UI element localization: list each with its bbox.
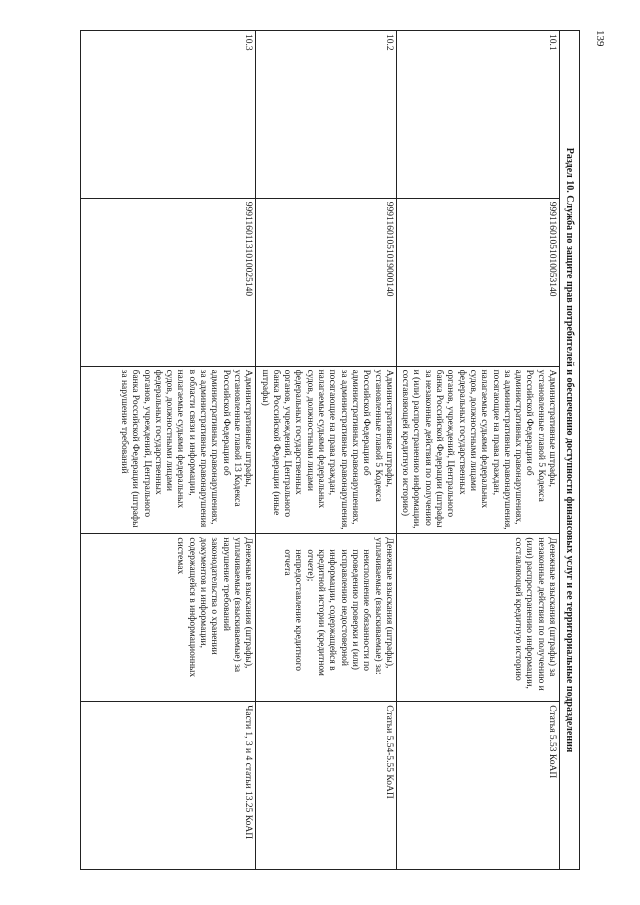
description-text: Денежные взыскания (штрафы), уплачиваемые (взыскиваемые) за нарушение требований законодательства о хранении документов и информации, содержащейся в информационных системах [175,537,254,678]
row-number: 10.1 [396,31,559,199]
income-description [396,534,559,702]
legal-article: Статья 5.53 КоАП [396,702,559,870]
budget-code: 99911601131010025140 [81,198,256,366]
description-text: Денежные взыскания (штрафы), уплачиваемые (взыскиваемые) за: [372,537,394,675]
description-text: неисполнение обязанности по проведению проверки и (или) исправлению недостоверной информации, содержащейся в кредитной истории (кредитном отчете); [304,549,372,676]
row-number: 10.3 [81,31,256,199]
table-row [396,31,559,870]
description-text: непредоставление кредитного отчета [282,549,304,671]
section-title: Раздел 10. Служба по защите прав потребителей и обеспечению доступности финансовых услуг и ее территориальные подразделения [560,31,580,870]
description-text: Денежные взыскания (штрафы) за незаконные действия по получению и (или) распространению информации, составляющей кредитную историю [513,537,557,691]
row-number: 10.2 [256,31,397,199]
budget-code: 99911601051010053140 [396,198,559,366]
budget-code: 99911601051019000140 [256,198,397,366]
page-number: 139 [594,30,606,47]
legal-article: Части 1, 3 и 4 статьи 13.25 КоАП [81,702,256,870]
income-name: Административные штрафы, установленные главой 13 Кодекса Российской Федерации об административных правонарушениях, за административные правонарушения в области связи и информации, налагаемые судьями федеральных судов, должностными лицами федеральных государственных органов, учреждений, Центрального банка Российской Федерации (штрафы за нарушение требований [81,366,256,534]
section-header-row [560,31,580,870]
income-description [81,534,256,702]
income-description [256,534,397,702]
table-row [256,31,397,870]
income-name: Административные штрафы, установленные главой 5 Кодекса Российской Федерации об административных правонарушениях, за административные правонарушения, посягающие на права граждан, налагаемые судьями федеральных судов, должностными лицами федеральных государственных органов, учреждений, Центрального банка Российской Федерации (штрафы за незаконные действия по получению и (или) распространению информации, составляющей кредитную историю) [396,366,559,534]
income-name: Административные штрафы, установленные главой 5 Кодекса Российской Федерации об административных правонарушениях, за административные правонарушения, посягающие на права граждан, налагаемые судьями федеральных судов, должностными лицами федеральных государственных органов, учреждений, Центрального банка Российской Федерации (иные штрафы) [256,366,397,534]
legal-article: Статьи 5.54-5.55 КоАП [256,702,397,870]
table-row [81,31,256,870]
budget-classification-table [80,30,580,870]
